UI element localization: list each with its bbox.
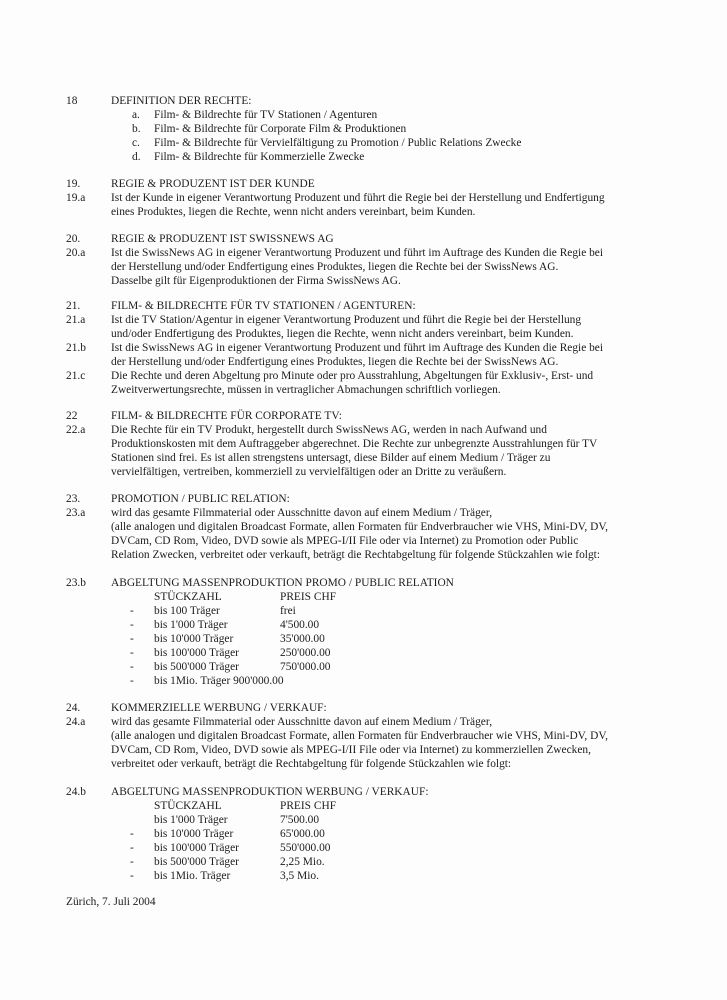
section-heading: FILM- & BILDRECHTE FÜR TV STATIONEN / AGENTUREN:	[111, 300, 416, 312]
paragraph-line: (alle analogen und digitalen Broadcast Formate, allen Formaten für Endverbraucher wie VHS, Mini-DV, DV,	[111, 730, 608, 742]
table-cell-quantity: bis 1Mio. Träger 900'000.00	[154, 675, 284, 687]
list-item: Film- & Bildrechte für Vervielfältigung zu Promotion / Public Relations Zwecke	[154, 137, 522, 149]
table-heading: ABGELTUNG MASSENPRODUKTION PROMO / PUBLIC RELATION	[111, 577, 454, 589]
subsection-number: 23.b	[66, 577, 86, 589]
paragraph-line: wird das gesamte Filmmaterial oder Ausschnitte davon auf einem Medium / Träger,	[111, 716, 493, 728]
list-letter: c.	[132, 137, 140, 149]
paragraph-line: der Herstellung und/oder Endfertigung eines Produktes, liegen die Rechte bei der SwissNews AG.	[111, 356, 559, 368]
paragraph-line: Produktionskosten mit dem Auftraggeber abgerechnet. Die Rechte zur unbegrenzte Ausstrahlungen für TV	[111, 438, 598, 450]
paragraph-line: Ist der Kunde in eigener Verantwortung Produzent und führt die Regie bei der Herstellung und Endfertigung	[111, 192, 605, 204]
table-cell-quantity: bis 1'000 Träger	[154, 814, 228, 826]
table-cell-quantity: bis 500'000 Träger	[154, 856, 239, 868]
subsection-number: 20.a	[66, 247, 86, 259]
section-number: 22	[66, 410, 78, 422]
subsection-number: 22.a	[66, 424, 86, 436]
row-dash: -	[130, 605, 134, 617]
table-cell-quantity: bis 1Mio. Träger	[154, 870, 231, 882]
list-item: Film- & Bildrechte für TV Stationen / Agenturen	[154, 109, 378, 121]
subsection-number: 24.b	[66, 786, 86, 798]
paragraph-line: verbreitet oder verkauft, beträgt die Rechtabgeltung für folgende Stückzahlen wie folgt:	[111, 758, 512, 770]
section-heading: KOMMERZIELLE WERBUNG / VERKAUF:	[111, 702, 327, 714]
section-number: 23.	[66, 493, 81, 505]
row-dash: -	[130, 870, 134, 882]
table-cell-price: 2,25 Mio.	[280, 856, 325, 868]
paragraph-line: Ist die TV Station/Agentur in eigener Verantwortung Produzent und führt die Regie bei der Herstellung	[111, 314, 582, 326]
column-header-price: PREIS CHF	[280, 800, 337, 812]
column-header-price: PREIS CHF	[280, 591, 337, 603]
table-cell-quantity: bis 10'000 Träger	[154, 633, 234, 645]
subsection-number: 19.a	[66, 192, 86, 204]
column-header-quantity: STÜCKZAHL	[154, 591, 222, 603]
paragraph-line: Die Rechte für ein TV Produkt, hergestellt durch SwissNews AG, werden in nach Aufwand und	[111, 424, 547, 436]
paragraph-line: (alle analogen und digitalen Broadcast Formate, allen Formaten für Endverbraucher wie VHS, Mini-DV, DV,	[111, 521, 608, 533]
list-letter: d.	[132, 151, 141, 163]
table-cell-price: 4'500.00	[280, 619, 320, 631]
section-heading: FILM- & BILDRECHTE FÜR CORPORATE TV:	[111, 410, 342, 422]
paragraph-line: vervielfältigen, vertreiben, kommerziell zu vervielfältigen oder an Dritte zu veräußern.	[111, 466, 507, 478]
table-cell-price: 750'000.00	[280, 661, 331, 673]
table-cell-quantity: bis 100 Träger	[154, 605, 220, 617]
paragraph-line: der Herstellung und/oder Endfertigung eines Produktes, liegen die Rechte bei der SwissNews AG.	[111, 261, 559, 273]
row-dash: -	[130, 828, 134, 840]
section-number: 20.	[66, 233, 81, 245]
section-heading: REGIE & PRODUZENT IST SWISSNEWS AG	[111, 233, 334, 245]
subsection-number: 21.b	[66, 342, 86, 354]
paragraph-line: Ist die SwissNews AG in eigener Verantwortung Produzent und führt im Auftrage des Kunden die Regie bei	[111, 342, 604, 354]
row-dash: -	[130, 856, 134, 868]
row-dash: -	[130, 675, 134, 687]
table-cell-price: 250'000.00	[280, 647, 331, 659]
row-dash: -	[130, 633, 134, 645]
list-item: Film- & Bildrechte für Corporate Film & Produktionen	[154, 123, 407, 135]
section-number: 18	[66, 95, 78, 107]
row-dash: -	[130, 842, 134, 854]
section-heading: DEFINITION DER RECHTE:	[111, 95, 252, 107]
paragraph-line: Zweitverwertungsrechte, müssen in vertraglicher Abmachungen schriftlich vorliegen.	[111, 384, 501, 396]
table-cell-quantity: bis 100'000 Träger	[154, 647, 239, 659]
list-item: Film- & Bildrechte für Kommerzielle Zwecke	[154, 151, 365, 163]
paragraph-line: wird das gesamte Filmmaterial oder Ausschnitte davon auf einem Medium / Träger,	[111, 507, 493, 519]
section-number: 24.	[66, 702, 81, 714]
table-cell-quantity: bis 10'000 Träger	[154, 828, 234, 840]
place-date: Zürich, 7. Juli 2004	[66, 896, 156, 908]
section-number: 21.	[66, 300, 81, 312]
list-letter: b.	[132, 123, 141, 135]
paragraph-line: und/oder Endfertigung des Produktes, liegen die Rechte, wenn nicht anders vereinbart, beim Kunden.	[111, 328, 574, 340]
table-cell-quantity: bis 100'000 Träger	[154, 842, 239, 854]
table-cell-price: frei	[280, 605, 296, 617]
table-cell-price: 35'000.00	[280, 633, 325, 645]
column-header-quantity: STÜCKZAHL	[154, 800, 222, 812]
paragraph-line: eines Produktes, liegen die Rechte, wenn nicht anders vereinbart, beim Kunden.	[111, 206, 476, 218]
subsection-number: 24.a	[66, 716, 86, 728]
subsection-number: 21.c	[66, 370, 86, 382]
paragraph-line: Stationen sind frei. Es ist allen strengstens untersagt, diese Bilder auf einem Medium / Träger zu	[111, 452, 551, 464]
paragraph-line: Dasselbe gilt für Eigenproduktionen der Firma SwissNews AG.	[111, 275, 401, 287]
paragraph-line: Relation Zwecken, verbreitet oder verkauft, beträgt die Rechtabgeltung für folgende Stückzahlen wie folgt:	[111, 549, 600, 561]
subsection-number: 23.a	[66, 507, 86, 519]
paragraph-line: Die Rechte und deren Abgeltung pro Minute oder pro Ausstrahlung, Abgeltungen für Exklusiv-, Erst- und	[111, 370, 594, 382]
table-cell-price: 65'000.00	[280, 828, 325, 840]
table-cell-price: 550'000.00	[280, 842, 331, 854]
section-heading: PROMOTION / PUBLIC RELATION:	[111, 493, 290, 505]
row-dash: -	[130, 619, 134, 631]
table-cell-quantity: bis 1'000 Träger	[154, 619, 228, 631]
row-dash: -	[130, 661, 134, 673]
table-cell-price: 7'500.00	[280, 814, 320, 826]
table-heading: ABGELTUNG MASSENPRODUKTION WERBUNG / VERKAUF:	[111, 786, 429, 798]
paragraph-line: Ist die SwissNews AG in eigener Verantwortung Produzent und führt im Auftrage des Kunden die Regie bei	[111, 247, 604, 259]
row-dash: -	[130, 647, 134, 659]
list-letter: a.	[132, 109, 140, 121]
paragraph-line: DVCam, CD Rom, Video, DVD sowie als MPEG-I/II File oder via Internet) zu Promotion oder Public	[111, 535, 579, 547]
paragraph-line: DVCam, CD Rom, Video, DVD sowie als MPEG-I/II File oder via Internet) zu kommerziellen Zwecken,	[111, 744, 591, 756]
table-cell-quantity: bis 500'000 Träger	[154, 661, 239, 673]
table-cell-price: 3,5 Mio.	[280, 870, 319, 882]
section-heading: REGIE & PRODUZENT IST DER KUNDE	[111, 178, 315, 190]
subsection-number: 21.a	[66, 314, 86, 326]
section-number: 19.	[66, 178, 81, 190]
